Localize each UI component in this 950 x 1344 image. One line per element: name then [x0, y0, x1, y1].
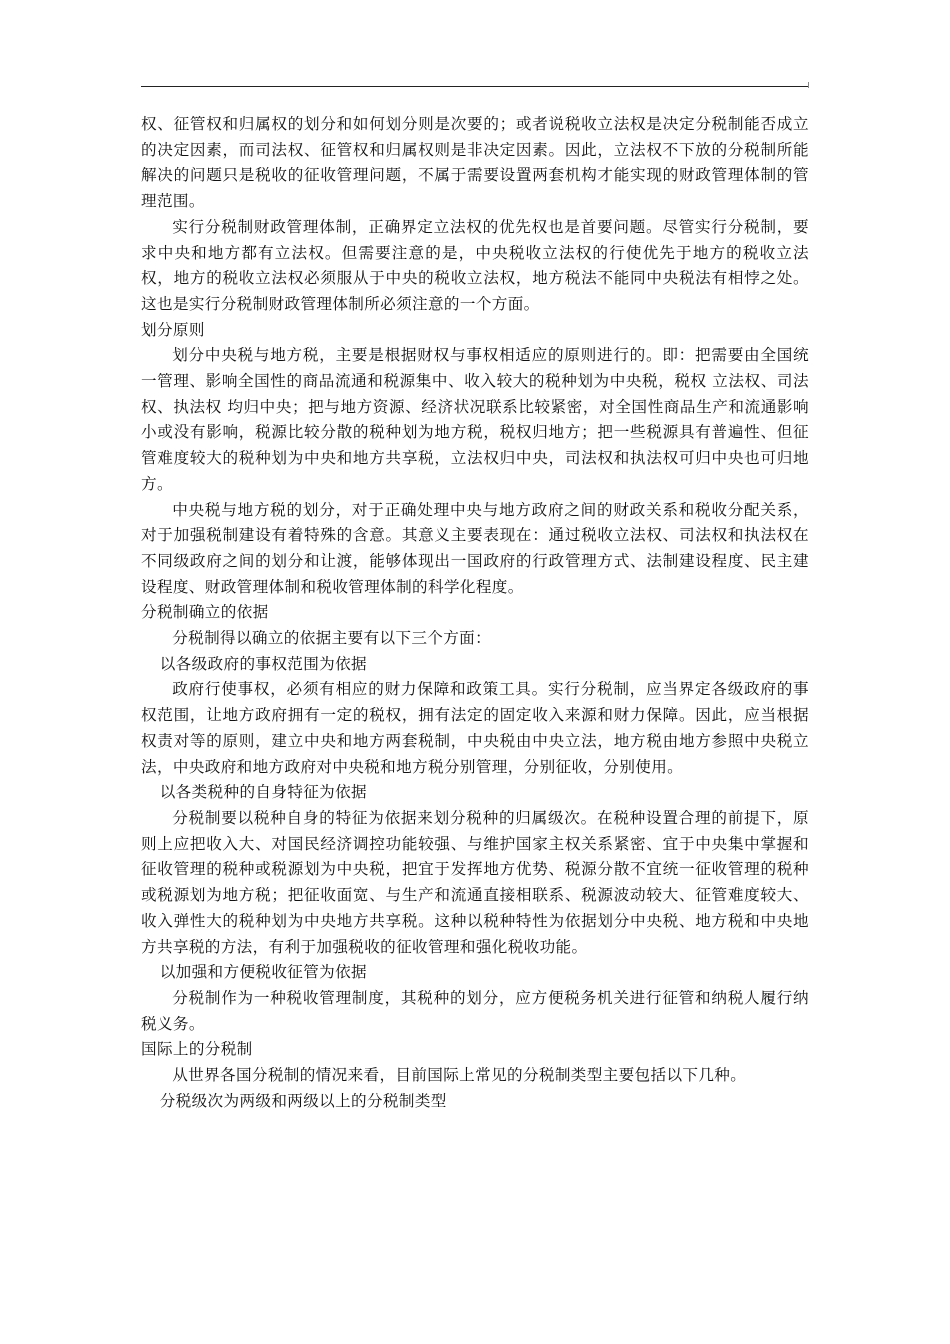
header-rule: [141, 86, 809, 87]
paragraph: 中央税与地方税的划分，对于正确处理中央与地方政府之间的财政关系和税收分配关系，对于加强税制建设有着特殊的含意。其意义主要表现在：通过税收立法权、司法权和执法权在不同级政府之间的划分和让渡，能够体现出一国政府的行政管理方式、法制建设程度、民主建设程度、财政管理体制和税收管理体制的科学化程度。: [141, 500, 809, 596]
section-heading-basis: 分税制确立的依据: [141, 603, 269, 622]
subheading-tax-administration: 以加强和方便税收征管为依据: [159, 963, 367, 982]
section-heading-division-principle: 划分原则: [141, 320, 205, 339]
paragraph: 从世界各国分税制的情况来看，目前国际上常见的分税制类型主要包括以下几种。: [172, 1066, 747, 1085]
paragraph: 分税制得以确立的依据主要有以下三个方面：: [172, 629, 492, 648]
section-heading-international: 国际上的分税制: [141, 1040, 253, 1059]
paragraph: 分税制作为一种税收管理制度，其税种的划分，应方便税务机关进行征管和纳税人履行纳税义务。: [141, 988, 809, 1033]
paragraph: 政府行使事权，必须有相应的财力保障和政策工具。实行分税制，应当界定各级政府的事权范围，让地方政府拥有一定的税权，拥有法定的固定收入来源和财力保障。因此，应当根据权责对等的原则，建立中央和地方两套税制，中央税由中央立法，地方税由地方参照中央税立法，中央政府和地方政府对中央税和地方税分别管理，分别征收，分别使用。: [141, 680, 809, 776]
paragraph-continued: 权、征管权和归属权的划分和如何划分则是次要的；或者说税收立法权是决定分税制能否成立的决定因素，而司法权、征管权和归属权则是非决定因素。因此，立法权不下放的分税制所能解决的问题只是税收的征收管理问题，不属于需要设置两套机构才能实现的财政管理体制的管理范围。: [141, 115, 809, 211]
paragraph: 划分中央税与地方税，主要是根据财权与事权相适应的原则进行的。即：把需要由全国统一管理、影响全国性的商品流通和税源集中、收入较大的税种划为中央税，税权 立法权、司法权、执法权 均归中央；把与地方资源、经济状况联系比较紧密，对全国性商品生产和流通影响小或没有影响，税源比较分散的税种划为地方税，税权归地方；把一些税源具有普遍性、但征管难度较大的税种划为中央和地方共享税，立法权归中央，司法权和执法权可归中央也可归地方。: [141, 346, 809, 493]
header-rule-end-mark: [808, 82, 809, 88]
subheading-government-powers: 以各级政府的事权范围为依据: [159, 654, 367, 673]
paragraph: 分税制要以税种自身的特征为依据来划分税种的归属级次。在税种设置合理的前提下，原则上应把收入大、对国民经济调控功能较强、与维护国家主权关系紧密、宜于中央集中掌握和征收管理的税种或税源划为中央税，把宜于发挥地方优势、税源分散不宜统一征收管理的税种或税源划为地方税；把征收面宽、与生产和流通直接相联系、税源波动较大、征管难度较大、收入弹性大的税种划为中央地方共享税。这种以税种特性为依据划分中央税、地方税和中央地方共享税的方法，有利于加强税收的征收管理和强化税收功能。: [141, 808, 809, 956]
subheading-two-level-types: 分税级次为两级和两级以上的分税制类型: [159, 1091, 447, 1110]
paragraph: 实行分税制财政管理体制，正确界定立法权的优先权也是首要问题。尽管实行分税制，要求中央和地方都有立法权。但需要注意的是，中央税收立法权的行使优先于地方的税收立法权，地方的税收立法权必须服从于中央的税收立法权，地方税法不能同中央税法有相悖之处。这也是实行分税制财政管理体制所必须注意的一个方面。: [141, 217, 809, 313]
subheading-tax-characteristics: 以各类税种的自身特征为依据: [159, 783, 367, 802]
document-body: [141, 112, 809, 1114]
